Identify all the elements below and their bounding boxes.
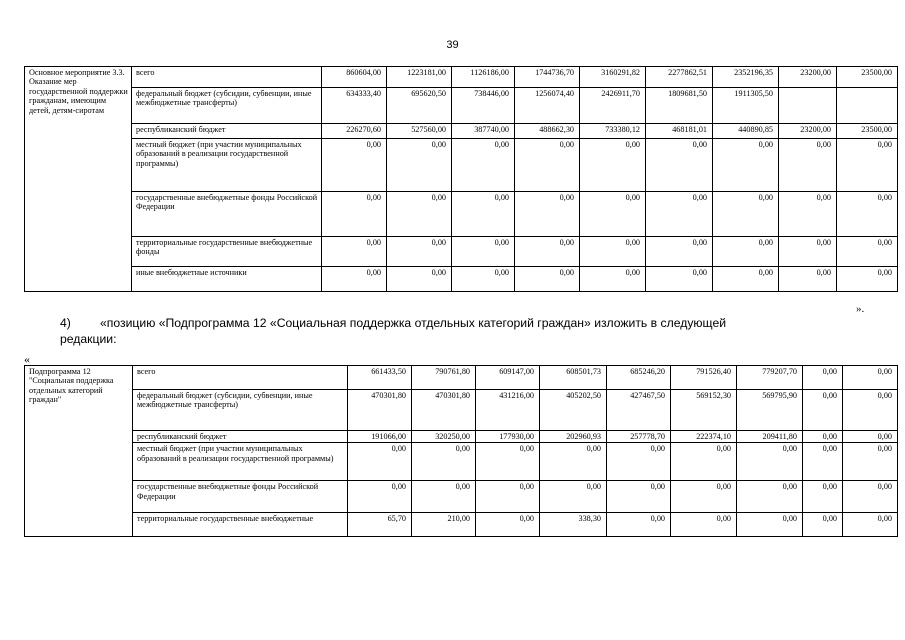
value-cell: 0,00 — [713, 192, 779, 237]
value-cell: 0,00 — [476, 513, 540, 537]
value-cell: 0,00 — [580, 192, 646, 237]
funding-source-cell: территориальные государственные внебюджетные — [133, 513, 348, 537]
funding-table-subprogram-12 — [24, 365, 898, 537]
value-cell — [837, 88, 898, 124]
funding-source-cell: местный бюджет (при участии муниципальных образований в реализации государственной программы) — [132, 139, 322, 192]
value-cell: 470301,80 — [348, 390, 412, 431]
value-cell — [779, 88, 837, 124]
amendment-paragraph — [60, 316, 840, 331]
value-cell: 0,00 — [803, 481, 843, 513]
value-cell: 0,00 — [540, 481, 607, 513]
table-row — [25, 88, 898, 124]
paragraph-text-line1: «позицию «Подпрограмма 12 «Социальная поддержка отдельных категорий граждан» изложить в следующей — [100, 316, 727, 330]
value-cell: 2352196,35 — [713, 67, 779, 88]
value-cell: 320250,00 — [412, 431, 476, 443]
value-cell: 1744736,70 — [515, 67, 580, 88]
value-cell: 0,00 — [580, 267, 646, 292]
value-cell: 0,00 — [843, 443, 898, 481]
value-cell: 226270,60 — [322, 124, 387, 139]
value-cell: 0,00 — [322, 192, 387, 237]
value-cell: 470301,80 — [412, 390, 476, 431]
closing-quote: ». — [856, 303, 865, 315]
value-cell: 0,00 — [515, 267, 580, 292]
value-cell: 0,00 — [452, 237, 515, 267]
table-row — [25, 366, 898, 390]
funding-source-cell: территориальные государственные внебюджетные фонды — [132, 237, 322, 267]
table-row — [25, 67, 898, 88]
value-cell: 0,00 — [348, 481, 412, 513]
funding-source-cell: республиканский бюджет — [132, 124, 322, 139]
value-cell: 0,00 — [646, 192, 713, 237]
value-cell: 191066,00 — [348, 431, 412, 443]
value-cell: 685246,20 — [607, 366, 671, 390]
funding-source-cell: местный бюджет (при участии муниципальных образований в реализации государственной программы) — [133, 443, 348, 481]
value-cell: 695620,50 — [387, 88, 452, 124]
value-cell: 0,00 — [607, 481, 671, 513]
value-cell: 431216,00 — [476, 390, 540, 431]
value-cell: 427467,50 — [607, 390, 671, 431]
value-cell: 0,00 — [843, 513, 898, 537]
value-cell: 0,00 — [540, 443, 607, 481]
funding-source-cell: всего — [133, 366, 348, 390]
value-cell: 0,00 — [387, 139, 452, 192]
value-cell: 1256074,40 — [515, 88, 580, 124]
value-cell: 468181,01 — [646, 124, 713, 139]
value-cell: 738446,00 — [452, 88, 515, 124]
table-row — [25, 139, 898, 192]
funding-table-measure-3-3 — [24, 66, 898, 292]
value-cell: 0,00 — [779, 139, 837, 192]
value-cell: 0,00 — [515, 139, 580, 192]
value-cell: 791526,40 — [671, 366, 737, 390]
value-cell: 1126186,00 — [452, 67, 515, 88]
value-cell: 1911305,50 — [713, 88, 779, 124]
value-cell: 23200,00 — [779, 124, 837, 139]
value-cell: 0,00 — [837, 139, 898, 192]
value-cell: 0,00 — [452, 139, 515, 192]
value-cell: 65,70 — [348, 513, 412, 537]
program-name-cell: Основное мероприятие 3.3. Оказание мер государственной поддержки гражданам, имеющим детей, детям-сиротам — [25, 67, 132, 292]
value-cell: 209411,80 — [737, 431, 803, 443]
value-cell: 23500,00 — [837, 67, 898, 88]
funding-source-cell: иные внебюджетные источники — [132, 267, 322, 292]
value-cell: 0,00 — [779, 267, 837, 292]
funding-source-cell: федеральный бюджет (субсидии, субвенции, иные межбюджетные трансферты) — [132, 88, 322, 124]
value-cell: 790761,80 — [412, 366, 476, 390]
value-cell: 222374,10 — [671, 431, 737, 443]
value-cell: 0,00 — [803, 513, 843, 537]
value-cell: 0,00 — [646, 139, 713, 192]
value-cell: 569152,30 — [671, 390, 737, 431]
value-cell: 0,00 — [803, 390, 843, 431]
funding-source-cell: всего — [132, 67, 322, 88]
paragraph-text-line2: редакции: — [60, 332, 117, 346]
value-cell: 202960,93 — [540, 431, 607, 443]
table-row — [25, 513, 898, 537]
value-cell: 2277862,51 — [646, 67, 713, 88]
value-cell: 0,00 — [713, 267, 779, 292]
value-cell: 0,00 — [737, 481, 803, 513]
value-cell: 779207,70 — [737, 366, 803, 390]
value-cell: 488662,30 — [515, 124, 580, 139]
value-cell: 338,30 — [540, 513, 607, 537]
value-cell: 661433,50 — [348, 366, 412, 390]
value-cell: 1809681,50 — [646, 88, 713, 124]
value-cell: 0,00 — [476, 481, 540, 513]
value-cell: 440890,85 — [713, 124, 779, 139]
value-cell: 0,00 — [713, 139, 779, 192]
value-cell: 733380,12 — [580, 124, 646, 139]
value-cell: 0,00 — [607, 443, 671, 481]
value-cell: 0,00 — [322, 267, 387, 292]
paragraph-number: 4) — [60, 316, 71, 330]
value-cell: 0,00 — [476, 443, 540, 481]
value-cell: 0,00 — [607, 513, 671, 537]
value-cell: 0,00 — [837, 192, 898, 237]
value-cell: 0,00 — [387, 237, 452, 267]
value-cell: 2426911,70 — [580, 88, 646, 124]
value-cell: 0,00 — [843, 366, 898, 390]
table-row — [25, 192, 898, 237]
value-cell: 0,00 — [843, 481, 898, 513]
value-cell: 0,00 — [646, 267, 713, 292]
value-cell: 0,00 — [843, 431, 898, 443]
value-cell: 634333,40 — [322, 88, 387, 124]
value-cell: 177930,00 — [476, 431, 540, 443]
value-cell: 210,00 — [412, 513, 476, 537]
table-row — [25, 481, 898, 513]
value-cell: 0,00 — [412, 481, 476, 513]
value-cell: 0,00 — [671, 513, 737, 537]
value-cell: 0,00 — [387, 267, 452, 292]
value-cell: 0,00 — [671, 481, 737, 513]
value-cell: 0,00 — [843, 390, 898, 431]
value-cell: 405202,50 — [540, 390, 607, 431]
value-cell: 608501,73 — [540, 366, 607, 390]
table-row — [25, 431, 898, 443]
value-cell: 0,00 — [837, 237, 898, 267]
value-cell: 0,00 — [779, 192, 837, 237]
value-cell: 1223181,00 — [387, 67, 452, 88]
value-cell: 0,00 — [803, 443, 843, 481]
value-cell: 860604,00 — [322, 67, 387, 88]
value-cell: 0,00 — [671, 443, 737, 481]
value-cell: 0,00 — [803, 366, 843, 390]
value-cell: 0,00 — [737, 513, 803, 537]
opening-quote: « — [24, 352, 30, 366]
table-row — [25, 237, 898, 267]
value-cell: 257778,70 — [607, 431, 671, 443]
funding-source-cell: государственные внебюджетные фонды Российской Федерации — [133, 481, 348, 513]
value-cell: 609147,00 — [476, 366, 540, 390]
funding-source-cell: федеральный бюджет (субсидии, субвенции, иные межбюджетные трансферты) — [133, 390, 348, 431]
value-cell: 527560,00 — [387, 124, 452, 139]
table-row — [25, 390, 898, 431]
value-cell: 569795,90 — [737, 390, 803, 431]
value-cell: 0,00 — [580, 139, 646, 192]
value-cell: 23500,00 — [837, 124, 898, 139]
value-cell: 387740,00 — [452, 124, 515, 139]
value-cell: 0,00 — [322, 139, 387, 192]
value-cell: 0,00 — [580, 237, 646, 267]
value-cell: 0,00 — [348, 443, 412, 481]
value-cell: 0,00 — [515, 237, 580, 267]
page-number: 39 — [446, 39, 459, 51]
program-name-cell: Подпрограмма 12 "Социальная поддержка отдельных категорий граждан" — [25, 366, 133, 537]
value-cell: 0,00 — [452, 267, 515, 292]
value-cell: 0,00 — [412, 443, 476, 481]
value-cell: 0,00 — [322, 237, 387, 267]
value-cell: 0,00 — [646, 237, 713, 267]
value-cell: 23200,00 — [779, 67, 837, 88]
value-cell: 0,00 — [387, 192, 452, 237]
value-cell: 0,00 — [452, 192, 515, 237]
value-cell: 0,00 — [737, 443, 803, 481]
table-row — [25, 267, 898, 292]
value-cell: 0,00 — [515, 192, 580, 237]
funding-source-cell: государственные внебюджетные фонды Российской Федерации — [132, 192, 322, 237]
value-cell: 3160291,82 — [580, 67, 646, 88]
value-cell: 0,00 — [803, 431, 843, 443]
table-row — [25, 124, 898, 139]
value-cell: 0,00 — [779, 237, 837, 267]
funding-source-cell: республиканский бюджет — [133, 431, 348, 443]
value-cell: 0,00 — [837, 267, 898, 292]
value-cell: 0,00 — [713, 237, 779, 267]
table-row — [25, 443, 898, 481]
